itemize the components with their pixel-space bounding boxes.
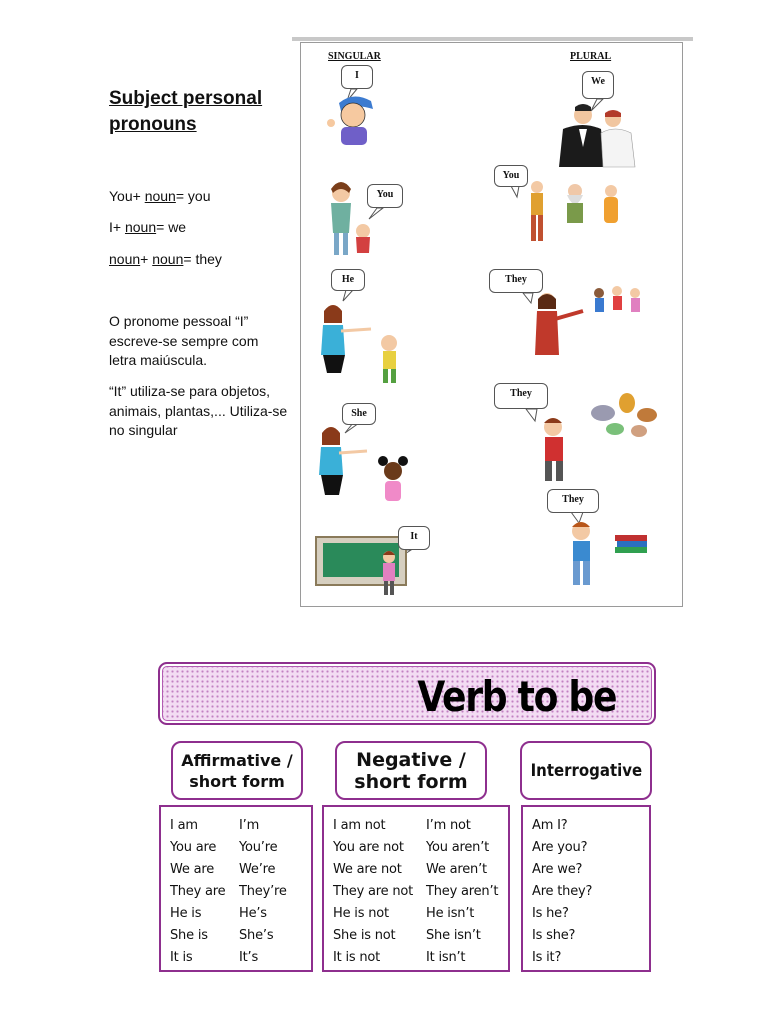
bubble-he: He [331, 269, 365, 291]
table-row: It’s [239, 950, 259, 965]
table-row: I’m not [426, 818, 471, 833]
note-it-usage: “It” utiliza-se para objetos, animais, plantas,... Utiliza-se no singular [109, 383, 288, 438]
table-row: They are [170, 884, 226, 899]
rule-they: noun+ noun= they [109, 251, 222, 267]
table-row: I’m [239, 818, 260, 833]
figure-blackboard-it [316, 537, 406, 595]
cartoon-figures [301, 43, 684, 608]
table-row: Is it? [532, 950, 562, 965]
figure-teacher-boy-he [321, 305, 397, 383]
negative-header: Negative / short form [335, 741, 487, 800]
affirmative-header: Affirmative / short form [171, 741, 303, 800]
table-row: You are [170, 840, 217, 855]
bubble-it: It [398, 526, 430, 550]
interrogative-column [532, 815, 592, 969]
rule-we: I+ noun= we [109, 219, 187, 235]
table-row: Are we? [532, 862, 583, 877]
table-row: I am not [333, 818, 386, 833]
table-row: Are they? [532, 884, 593, 899]
figure-top-rule [292, 37, 693, 41]
bubble-you-plural: You [494, 165, 528, 187]
table-row: He is [170, 906, 202, 921]
table-row: It is [170, 950, 193, 965]
title-line-1: Subject personal [109, 88, 263, 109]
table-row: They’re [239, 884, 287, 899]
table-row: We are [170, 862, 215, 877]
figure-woman-child-you [331, 182, 370, 255]
interrogative-table [521, 805, 651, 972]
table-row: She isn’t [426, 928, 481, 943]
table-row: We are not [333, 862, 402, 877]
negative-full-column [333, 815, 413, 969]
table-row: He isn’t [426, 906, 475, 921]
table-row: You’re [239, 840, 278, 855]
table-row: We aren’t [426, 862, 487, 877]
affirmative-table [159, 805, 313, 972]
bubble-she: She [342, 403, 376, 425]
verb-to-be-title: Verb to be [417, 672, 616, 721]
bubble-they-2: They [494, 383, 548, 409]
table-row: She is not [333, 928, 396, 943]
table-row: He’s [239, 906, 267, 921]
affirmative-short-column [239, 815, 287, 969]
bubble-they-1: They [489, 269, 543, 293]
title-line-2: pronouns [109, 114, 197, 135]
figure-men-we [559, 104, 635, 167]
singular-label: SINGULAR [328, 51, 381, 62]
table-row: Are you? [532, 840, 588, 855]
figure-teacher-girl-she [319, 427, 408, 501]
affirmative-full-column [170, 815, 225, 969]
table-row: I am [170, 818, 198, 833]
table-row: They are not [333, 884, 414, 899]
negative-table [322, 805, 510, 972]
table-row: They aren’t [426, 884, 499, 899]
note-capital-i: O pronome pessoal “I” escreve-se sempre com letra maiúscula. [109, 313, 259, 368]
verb-to-be-banner [158, 662, 656, 725]
rule-you: You+ noun= you [109, 188, 211, 204]
table-row: You aren’t [426, 840, 490, 855]
table-row: We’re [239, 862, 276, 877]
negative-short-column [426, 815, 498, 969]
bubble-i: I [341, 65, 373, 89]
figure-teacher-kids-they [535, 286, 640, 355]
table-row: Is she? [532, 928, 576, 943]
bubble-they-3: They [547, 489, 599, 513]
table-row: It is not [333, 950, 381, 965]
pronoun-illustration [300, 42, 683, 607]
table-row: She’s [239, 928, 274, 943]
table-row: You are not [333, 840, 404, 855]
figure-group-you [531, 181, 618, 241]
bubble-you-singular: You [367, 184, 403, 208]
bubble-we: We [582, 71, 614, 99]
interrogative-header: Interrogative [520, 741, 652, 800]
page-title [109, 86, 289, 138]
table-row: Am I? [532, 818, 568, 833]
table-row: She is [170, 928, 208, 943]
table-row: It isn’t [426, 950, 466, 965]
plural-label: PLURAL [570, 51, 612, 62]
figure-boy-books-they [572, 522, 647, 585]
table-row: Is he? [532, 906, 569, 921]
figure-boy-i [327, 96, 373, 145]
figure-man-animals-they [544, 393, 657, 481]
table-row: He is not [333, 906, 389, 921]
